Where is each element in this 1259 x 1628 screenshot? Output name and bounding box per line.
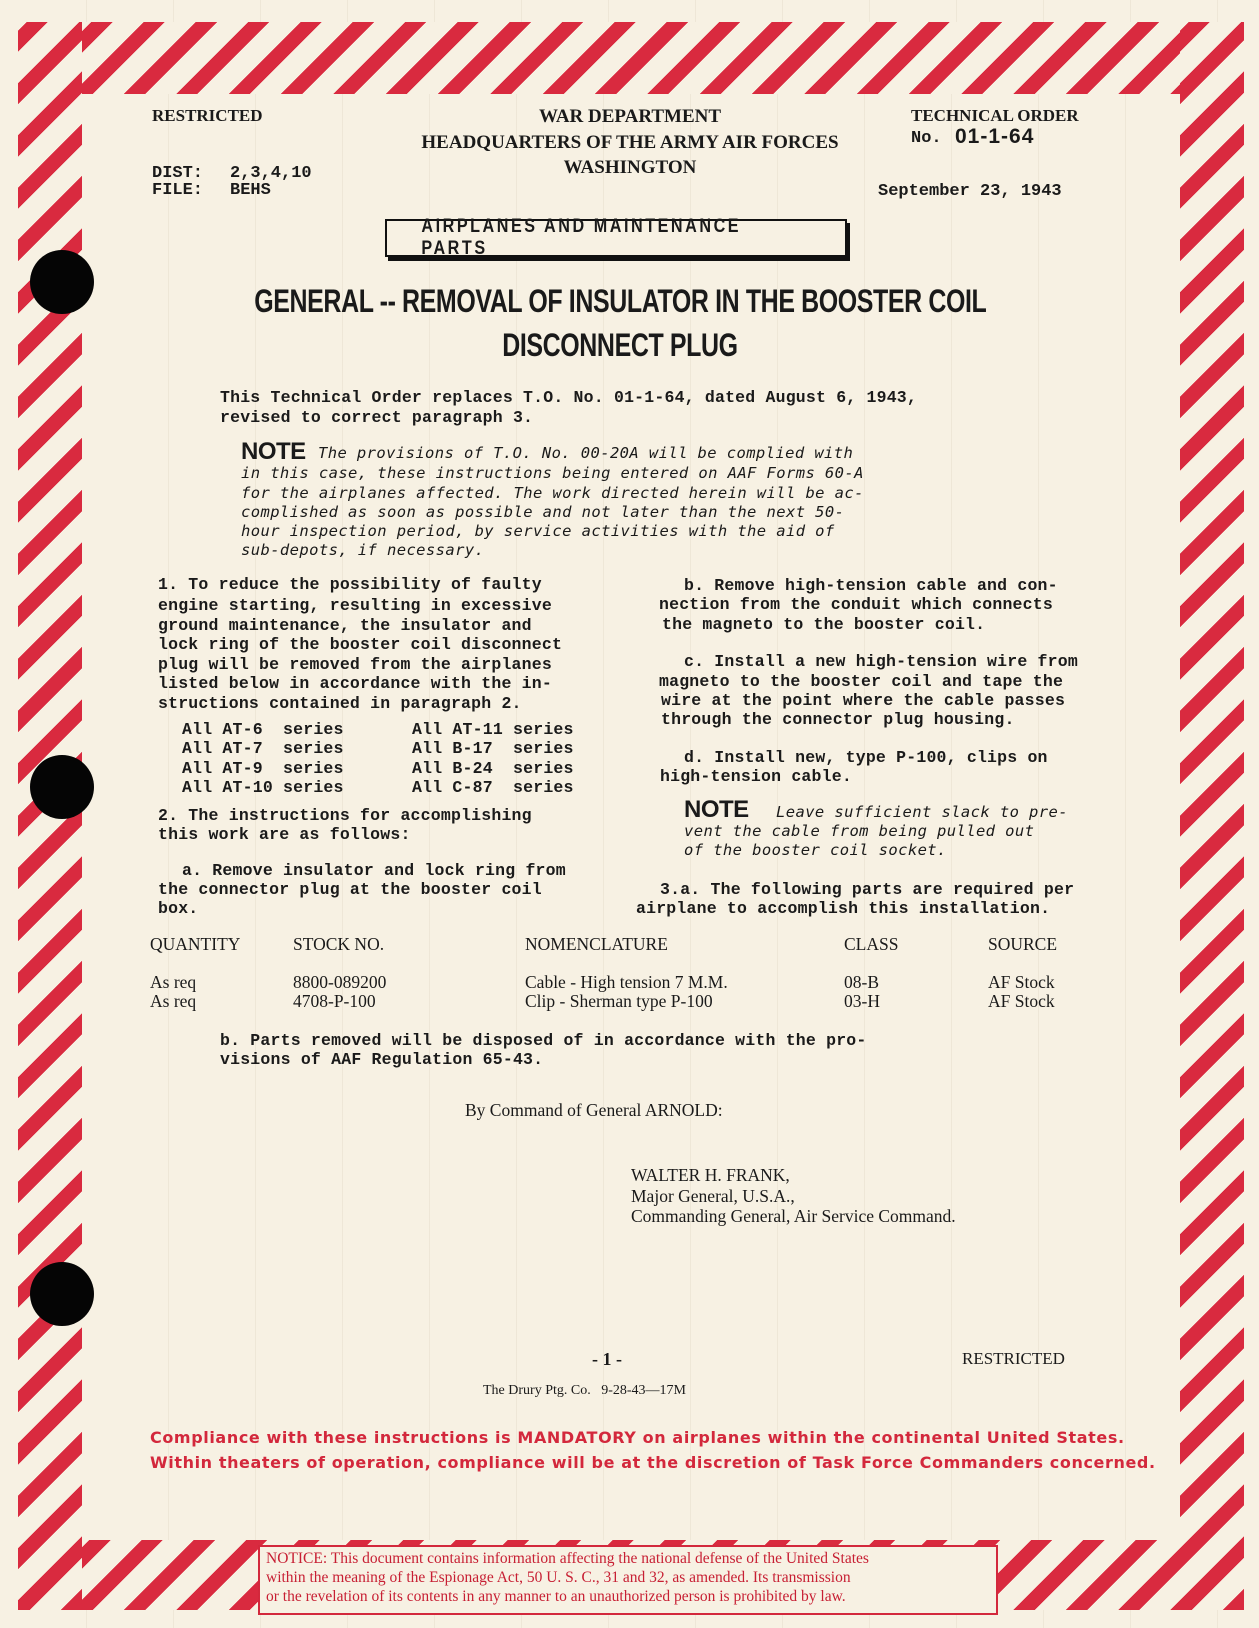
classification-bottom: RESTRICTED bbox=[962, 1349, 1065, 1368]
dist-label: DIST: bbox=[152, 164, 204, 183]
para1-line: 1. To reduce the possibility of faulty bbox=[158, 575, 542, 594]
by-command-line: By Command of General ARNOLD: bbox=[465, 1100, 723, 1120]
espionage-notice-box bbox=[258, 1545, 998, 1615]
notice-line: NOTICE: This document contains information affecting the national defense of the United States bbox=[266, 1550, 869, 1567]
step-b-line: nection from the conduit which connects bbox=[659, 595, 1053, 614]
para1-line: engine starting, resulting in excessive bbox=[158, 596, 552, 615]
table-cell: AF Stock bbox=[988, 972, 1055, 992]
step-a-line: box. bbox=[158, 899, 199, 918]
table-header-source: SOURCE bbox=[988, 934, 1058, 954]
signatory-title: Commanding General, Air Service Command. bbox=[631, 1206, 956, 1226]
aircraft-item: All AT-9 series bbox=[182, 759, 344, 778]
punch-hole-icon bbox=[30, 755, 94, 819]
para1-line: lock ring of the booster coil disconnect bbox=[158, 635, 563, 654]
para3a-line: airplane to accomplish this installation. bbox=[636, 899, 1051, 918]
punch-hole-icon bbox=[30, 1262, 94, 1326]
para3b-line: b. Parts removed will be disposed of in accordance with the pro- bbox=[220, 1031, 867, 1050]
step-d-line: d. Install new, type P-100, clips on bbox=[684, 748, 1048, 767]
aircraft-item: All B-24 series bbox=[412, 759, 574, 778]
document-title-line-2: DISCONNECT PLUG bbox=[502, 327, 738, 363]
step-b-line: b. Remove high-tension cable and con- bbox=[684, 576, 1058, 595]
issuer-line-2: HEADQUARTERS OF THE ARMY AIR FORCES bbox=[421, 132, 839, 153]
step-c-line: magneto to the booster coil and tape the bbox=[659, 672, 1064, 691]
para1-line: listed below in accordance with the in- bbox=[158, 674, 552, 693]
note-line: for the airplanes affected. The work directed herein will be ac- bbox=[241, 484, 864, 502]
aircraft-item: All B-17 series bbox=[412, 739, 574, 758]
signatory-name: WALTER H. FRANK, bbox=[631, 1165, 790, 1185]
table-cell: 03-H bbox=[844, 991, 880, 1011]
step-a-line: a. Remove insulator and lock ring from bbox=[182, 861, 566, 880]
border-stripe-right bbox=[1180, 22, 1244, 1610]
table-cell: Cable - High tension 7 M.M. bbox=[525, 972, 728, 992]
category-banner bbox=[385, 216, 847, 259]
intro-line-1: This Technical Order replaces T.O. No. 01-1-64, dated August 6, 1943, bbox=[220, 388, 918, 407]
table-cell: 8800-089200 bbox=[293, 972, 387, 992]
aircraft-item: All AT-10 series bbox=[182, 778, 344, 797]
classification-top: RESTRICTED bbox=[152, 106, 263, 125]
compliance-line-1: Compliance with these instructions is MANDATORY on airplanes within the continental United States. bbox=[150, 1428, 1125, 1447]
aircraft-item: All AT-6 series bbox=[182, 720, 344, 739]
table-cell: 08-B bbox=[844, 972, 879, 992]
para1-line: structions contained in paragraph 2. bbox=[158, 694, 522, 713]
note-label: NOTE bbox=[684, 796, 749, 823]
table-cell: As req bbox=[150, 972, 197, 992]
signatory-rank: Major General, U.S.A., bbox=[631, 1186, 795, 1206]
page-number: - 1 - bbox=[592, 1349, 622, 1369]
para2-line: 2. The instructions for accomplishing bbox=[158, 806, 532, 825]
notice-line: within the meaning of the Espionage Act, 50 U. S. C., 31 and 32, as amended. Its transmission bbox=[266, 1569, 851, 1586]
table-cell: AF Stock bbox=[988, 991, 1055, 1011]
note-label: NOTE bbox=[241, 438, 306, 465]
aircraft-item: All AT-7 series bbox=[182, 739, 344, 758]
note-line: Leave sufficient slack to pre- bbox=[776, 803, 1068, 821]
aircraft-item: All C-87 series bbox=[412, 778, 574, 797]
para1-line: ground maintenance, the insulator and bbox=[158, 616, 532, 635]
table-header-nomenclature: NOMENCLATURE bbox=[525, 934, 668, 954]
note-line: hour inspection period, by service activities with the aid of bbox=[241, 522, 835, 540]
step-b-line: the magneto to the booster coil. bbox=[662, 615, 986, 634]
para3b-line: visions of AAF Regulation 65-43. bbox=[220, 1050, 544, 1069]
para3a-line: 3.a. The following parts are required per bbox=[660, 880, 1075, 899]
step-d-line: high-tension cable. bbox=[660, 767, 852, 786]
step-c-line: c. Install a new high-tension wire from bbox=[684, 652, 1078, 671]
technical-order-label: TECHNICAL ORDER bbox=[911, 106, 1079, 125]
dist-value: 2,3,4,10 bbox=[230, 164, 312, 183]
border-stripe-top bbox=[18, 22, 1244, 94]
technical-order-number: 01-1-64 bbox=[955, 125, 1035, 148]
document-title-line-1: GENERAL -- REMOVAL OF INSULATOR IN THE BOOSTER COIL bbox=[253, 283, 987, 319]
note-line: in this case, these instructions being entered on AAF Forms 60-A bbox=[241, 464, 864, 482]
table-cell: 4708-P-100 bbox=[293, 991, 376, 1011]
aircraft-item: All AT-11 series bbox=[412, 720, 574, 739]
intro-line-2: revised to correct paragraph 3. bbox=[220, 408, 534, 427]
note-line: sub-depots, if necessary. bbox=[241, 541, 485, 559]
category-label: AIRPLANES AND MAINTENANCE PARTS bbox=[421, 216, 742, 259]
note-line: vent the cable from being pulled out bbox=[684, 822, 1035, 840]
notice-line: or the revelation of its contents in any manner to an unauthorized person is prohibited by law. bbox=[266, 1588, 846, 1605]
printer-line: The Drury Ptg. Co. 9-28-43—17M bbox=[483, 1383, 686, 1398]
issue-date: September 23, 1943 bbox=[878, 182, 1062, 201]
file-label: FILE: bbox=[152, 181, 204, 200]
punch-hole-icon bbox=[30, 250, 94, 314]
note-line: of the booster coil socket. bbox=[684, 841, 947, 859]
para2-line: this work are as follows: bbox=[158, 825, 411, 844]
issuer-line-1: WAR DEPARTMENT bbox=[538, 106, 722, 127]
note-line: complished as soon as possible and not later than the next 50- bbox=[241, 503, 845, 521]
para1-line: plug will be removed from the airplanes bbox=[158, 655, 552, 674]
step-a-line: the connector plug at the booster coil bbox=[158, 880, 542, 899]
table-header-stock-no: STOCK NO. bbox=[293, 934, 385, 954]
step-c-line: through the connector plug housing. bbox=[661, 710, 1015, 729]
technical-order-no-label: No. bbox=[911, 129, 942, 148]
table-header-quantity: QUANTITY bbox=[150, 934, 241, 954]
issuer-line-3: WASHINGTON bbox=[563, 157, 697, 178]
table-header-class: CLASS bbox=[844, 934, 899, 954]
table-cell: Clip - Sherman type P-100 bbox=[525, 991, 713, 1011]
compliance-line-2: Within theaters of operation, compliance will be at the discretion of Task Force Commanders concerned. bbox=[150, 1453, 1156, 1472]
step-c-line: wire at the point where the cable passes bbox=[661, 691, 1066, 710]
file-value: BEHS bbox=[230, 181, 271, 200]
table-cell: As req bbox=[150, 991, 197, 1011]
note-line: The provisions of T.O. No. 00-20A will be complied with bbox=[318, 444, 854, 462]
